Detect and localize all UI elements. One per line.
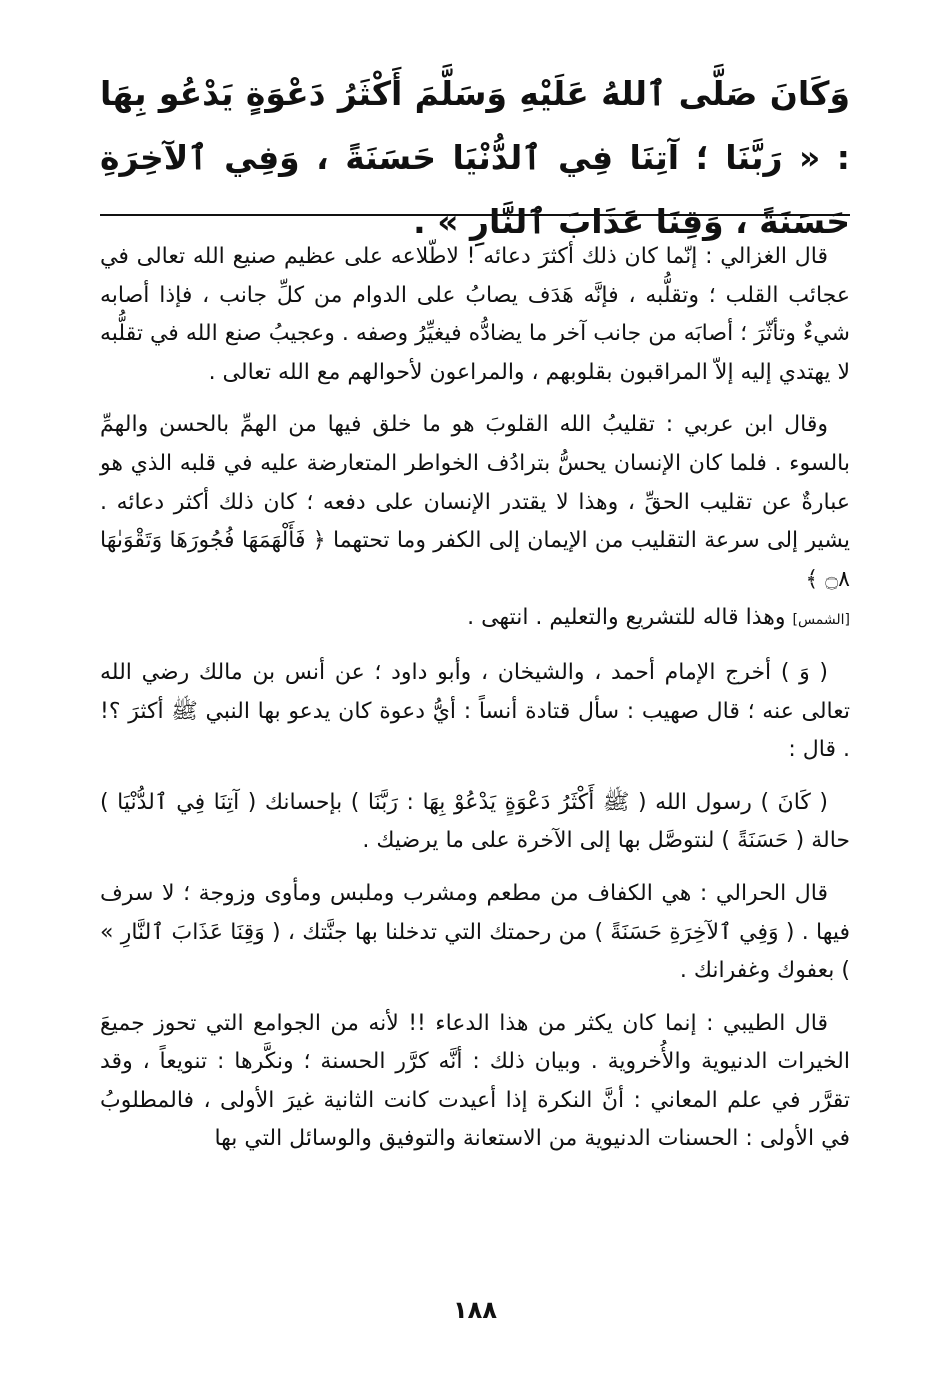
hadith-text: وَكَانَ صَلَّى ٱللهُ عَلَيْهِ وَسَلَّمَ أَكْثَرُ دَعْوَةٍ يَدْعُو بِهَا : « رَبَّنَا ؛ آتِنَا فِي ٱلدُّنْيَا حَسَنَةً ، وَفِي ٱلآخِرَةِ حَسَنَةً ، وَقِنَا عَذَابَ ٱلنَّارِ » .: [100, 74, 850, 241]
page-number: ١٨٨: [453, 1296, 497, 1324]
paragraph-ibn-arabi: [100, 406, 850, 640]
paragraph-takhrij: ( وَ ) أخرج الإمام أحمد ، والشيخان ، وأبو داود ؛ عن أنس بن مالك رضي الله تعالى عنه ؛ قال صهيب : سأل قتادة أنساً : أيُّ دعوة كان يدعو بها النبي ﷺ أكثرَ ؟! . قال :: [100, 659, 850, 763]
paragraph-harali: قال الحرالي : هي الكفاف من مطعم ومشرب وملبس ومأوى وزوجة ؛ لا سرف فيها . ( وَفِي ٱلآخِرَةِ حَسَنَةً ) من رحمتك التي تدخلنا بها جنَّتك ، ( وَقِنَا عَذَابَ ٱلنَّارِ » ) بعفوك وغفرانك .: [100, 880, 850, 984]
ibn-arabi-tail-text: وهذا قاله للتشريع والتعليم . انتهى .: [467, 605, 786, 631]
paragraph-sharh: ( كَانَ ) رسول الله ( ﷺ أَكْثَرُ دَعْوَةٍ يَدْعُوْ بِهَا : رَبَّنَا ) بإحسانك ( آتِنَا فِي ٱلدُّنْيَا ) حالة ( حَسَنَةً ) لنتوصَّل بها إلى الآخرة على ما يرضيك .: [100, 789, 850, 854]
paragraph-ghazali: قال الغزالي : إنّما كان ذلك أكثرَ دعائه ! لاطّلاعه على عظيم صنيع الله تعالى في عجائب القلب ؛ وتقلُّبه ، فإنَّه هَدَف يصابُ على الدوام من كلِّ جانب ، فإذا أصابه شيءٌ وتأثّرَ ؛ أصابَه من جانب آخر ما يضادُّه فيغيِّرُ وصفه . وعجيبُ صنع الله في تقلُّبه لا يهتدي إليه إلاّ المراقبون بقلوبهم ، والمراعون لأحوالهم مع الله تعالى .: [100, 244, 850, 385]
surah-reference: [الشمس]: [792, 612, 850, 629]
footnote-divider: [100, 214, 850, 216]
commentary-section: [100, 238, 850, 1173]
paragraph-tibi: قال الطيبي : إنما كان يكثر من هذا الدعاء !! لأنه من الجوامع التي تحوز جميعَ الخيرات الدنيوية والأُخروية . وبيان ذلك : أنَّه كرَّر الحسنة ؛ ونكَّرها : تنويعاً ، وقد تقرَّر في علم المعاني : أنَّ النكرة إذا أعيدت كانت الثانية غيرَ الأولى ، فالمطلوبُ في الأولى : الحسنات الدنيوية من الاستعانة والتوفيق والوسائل التي بها: [100, 1010, 850, 1152]
ibn-arabi-main-text: وقال ابن عربي : تقليبُ الله القلوبَ هو ما خلق فيها من الهمِّ بالحسن والهمِّ بالسوء . فلما كان الإنسان يحسُّ بترادُف الخواطر المتعارضة عليه في قلبه الذي هو عبارةٌ عن تقليب الحقِّ ، وهذا لا يقتدر الإنسان على دفعه ؛ كان ذلك أكثر دعائه . يشير إلى سرعة التقليب من الإيمان إلى الكفر وما تحتهما ﴿ فَأَلْهَمَهَا فُجُورَهَا وَتَقْوَىٰهَا ۝٨ ﴾: [100, 412, 850, 592]
